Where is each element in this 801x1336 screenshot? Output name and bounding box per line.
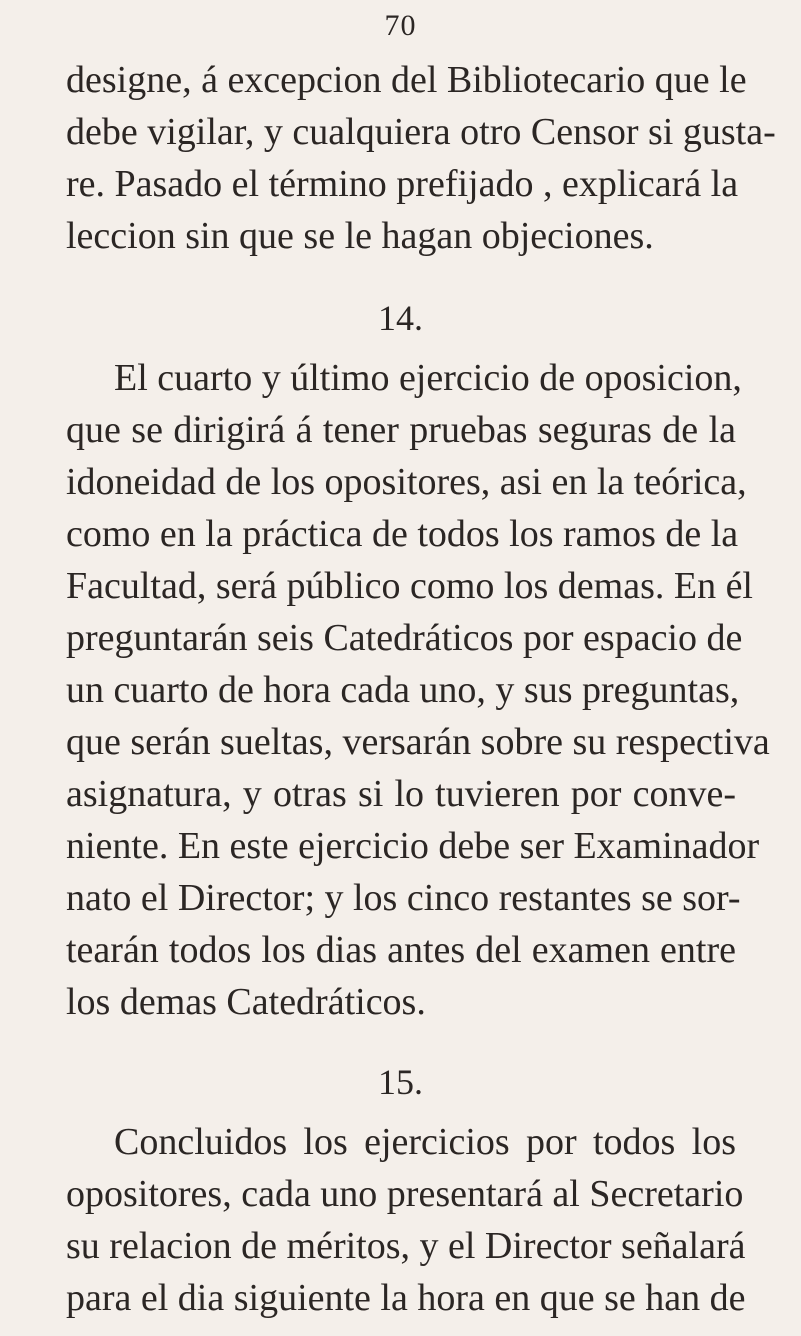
paragraph-line: preguntarán seis Catedráticos por espacio de xyxy=(66,617,743,659)
page-number: 70 xyxy=(384,9,417,42)
paragraph-line: opositores, cada uno presentará al Secretario xyxy=(66,1173,744,1215)
paragraph-line: Concluidos los ejercicios por todos los xyxy=(114,1121,736,1163)
paragraph-line: designe, á excepcion del Bibliotecario que le xyxy=(66,59,747,101)
paragraph-line: leccion sin que se le hagan objeciones. xyxy=(66,215,654,257)
paragraph-line: Facultad, será público como los demas. En él xyxy=(66,565,753,607)
paragraph-line: tearán todos los dias antes del examen entre xyxy=(66,929,736,971)
paragraph-line: niente. En este ejercicio debe ser Examinador xyxy=(66,825,760,867)
paragraph-line: nato el Director; y los cinco restantes se sor- xyxy=(66,877,741,919)
paragraph-line: asignatura, y otras si lo tuvieren por conve- xyxy=(66,773,736,815)
paragraph-line: como en la práctica de todos los ramos de la xyxy=(66,513,739,555)
paragraph-line: los demas Catedráticos. xyxy=(66,981,426,1023)
paragraph-line: para el dia siguiente la hora en que se han de xyxy=(66,1277,746,1319)
paragraph-line: su relacion de méritos, y el Director señalará xyxy=(66,1225,746,1267)
paragraph-line: que se dirigirá á tener pruebas seguras de la xyxy=(66,409,736,451)
paragraph-line: El cuarto y último ejercicio de oposicion, xyxy=(114,357,742,399)
paragraph-line: re. Pasado el término prefijado , explicará la xyxy=(66,163,739,205)
section-number: 14. xyxy=(378,298,423,338)
paragraph-line: un cuarto de hora cada uno, y sus preguntas, xyxy=(66,669,740,711)
paragraph-line: idoneidad de los opositores, asi en la teórica, xyxy=(66,461,747,503)
paragraph-line: que serán sueltas, versarán sobre su respectiva xyxy=(66,721,770,763)
section-number: 15. xyxy=(378,1062,423,1102)
paragraph-line: debe vigilar, y cualquiera otro Censor si gusta- xyxy=(66,111,776,153)
